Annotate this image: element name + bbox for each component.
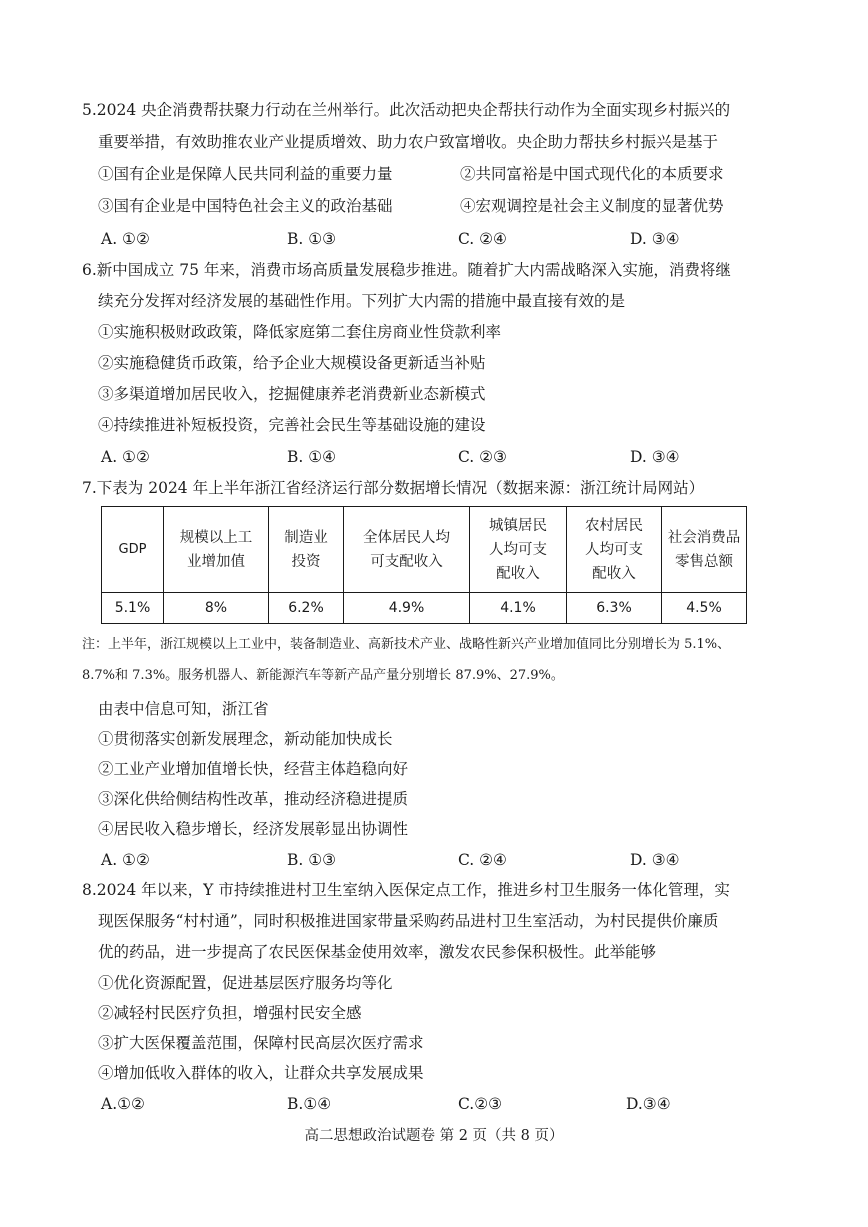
q5-statement-1: ①国有企业是保障人民共同利益的重要力量 — [98, 165, 393, 183]
table-header-cell: 社会消费品 零售总额 — [662, 507, 747, 593]
table-cell: 6.3% — [567, 593, 662, 624]
table-header-cell: 规模以上工 业增加值 — [164, 507, 269, 593]
q8-statement-4: ④增加低收入群体的收入，让群众共享发展成果 — [98, 1064, 424, 1082]
table-header-cell: 城镇居民 人均可支 配收入 — [470, 507, 567, 593]
q5-choice-b: B. ①③ — [287, 230, 337, 248]
q6-choice-a: A. ①② — [101, 448, 150, 466]
q7-note-line1: 注：上半年，浙江规模以上工业中，装备制造业、高新技术产业、战略性新兴产业增加值同比分别增长为 5.1%、 — [82, 637, 731, 652]
table-cell: 6.2% — [269, 593, 344, 624]
q8-statement-2: ②减轻村民医疗负担，增强村民安全感 — [98, 1004, 362, 1022]
q6-statement-4: ④持续推进补短板投资，完善社会民生等基础设施的建设 — [98, 416, 486, 434]
table-header-cell: 农村居民 人均可支 配收入 — [567, 507, 662, 593]
q7-lead: 由表中信息可知，浙江省 — [98, 700, 269, 718]
q8-stem-line3: 优的药品，进一步提高了农民医保基金使用效率，激发农民参保积极性。此举能够 — [98, 943, 657, 961]
economic-data-table — [101, 506, 747, 624]
table-cell: 4.9% — [344, 593, 470, 624]
q7-choice-b: B. ①③ — [287, 851, 337, 869]
q6-choice-c: C. ②③ — [458, 448, 507, 466]
q6-choice-d: D. ③④ — [630, 448, 680, 466]
table-header-cell: GDP — [102, 507, 164, 593]
q7-statement-1: ①贯彻落实创新发展理念，新动能加快成长 — [98, 730, 393, 748]
q8-statement-1: ①优化资源配置，促进基层医疗服务均等化 — [98, 974, 393, 992]
q8-choice-d: D.③④ — [626, 1095, 671, 1113]
q8-choice-b: B.①④ — [287, 1095, 332, 1113]
q8-choice-a: A.①② — [101, 1095, 145, 1113]
q5-statement-2: ②共同富裕是中国式现代化的本质要求 — [460, 165, 724, 183]
table-header-cell: 全体居民人均 可支配收入 — [344, 507, 470, 593]
q8-choice-c: C.②③ — [458, 1095, 503, 1113]
q6-stem-line2: 续充分发挥对经济发展的基础性作用。下列扩大内需的措施中最直接有效的是 — [98, 292, 626, 310]
table-cell: 4.5% — [662, 593, 747, 624]
q6-statement-1: ①实施积极财政政策，降低家庭第二套住房商业性贷款利率 — [98, 323, 502, 341]
q5-choice-a: A. ①② — [101, 230, 150, 248]
q5-statement-3: ③国有企业是中国特色社会主义的政治基础 — [98, 197, 393, 215]
q7-choice-a: A. ①② — [101, 851, 150, 869]
q5-stem-line1: 5.2024 央企消费帮扶聚力行动在兰州举行。此次活动把央企帮扶行动作为全面实现乡村振兴的 — [82, 101, 731, 119]
q7-statement-3: ③深化供给侧结构性改革，推动经济稳进提质 — [98, 790, 409, 808]
q6-stem-line1: 6.新中国成立 75 年来，消费市场高质量发展稳步推进。随着扩大内需战略深入实施，消费将继 — [82, 261, 731, 279]
q7-stem-line1: 7.下表为 2024 年上半年浙江省经济运行部分数据增长情况（数据来源：浙江统计局网站） — [82, 479, 705, 497]
q8-stem-line2: 现医保服务“村村通”，同时积极推进国家带量采购药品进村卫生室活动，为村民提供价廉质 — [98, 912, 719, 930]
q8-statement-3: ③扩大医保覆盖范围，保障村民高层次医疗需求 — [98, 1034, 424, 1052]
q8-stem-line1: 8.2024 年以来，Y 市持续推进村卫生室纳入医保定点工作，推进乡村卫生服务一体化管理，实 — [82, 881, 730, 899]
q5-choice-d: D. ③④ — [630, 230, 680, 248]
table-cell: 5.1% — [102, 593, 164, 624]
table-row — [102, 593, 747, 624]
table-cell: 8% — [164, 593, 269, 624]
q7-choice-d: D. ③④ — [630, 851, 680, 869]
q7-statement-2: ②工业产业增加值增长快，经营主体趋稳向好 — [98, 760, 409, 778]
q7-note-line2: 8.7%和 7.3%。服务机器人、新能源汽车等新产品产量分别增长 87.9%、27.9%。 — [82, 668, 564, 683]
table-header-cell: 制造业 投资 — [269, 507, 344, 593]
q6-statement-2: ②实施稳健货币政策，给予企业大规模设备更新适当补贴 — [98, 354, 486, 372]
q7-choice-c: C. ②④ — [458, 851, 507, 869]
q5-stem-line2: 重要举措，有效助推农业产业提质增效、助力农户致富增收。央企助力帮扶乡村振兴是基于 — [98, 133, 719, 151]
table-header-row — [102, 507, 747, 593]
table-cell: 4.1% — [470, 593, 567, 624]
q6-statement-3: ③多渠道增加居民收入，挖掘健康养老消费新业态新模式 — [98, 385, 486, 403]
page-footer: 高二思想政治试题卷 第 2 页（共 8 页） — [304, 1128, 564, 1144]
q5-choice-c: C. ②④ — [458, 230, 507, 248]
q5-statement-4: ④宏观调控是社会主义制度的显著优势 — [460, 197, 724, 215]
q6-choice-b: B. ①④ — [287, 448, 337, 466]
q7-statement-4: ④居民收入稳步增长，经济发展彰显出协调性 — [98, 820, 409, 838]
